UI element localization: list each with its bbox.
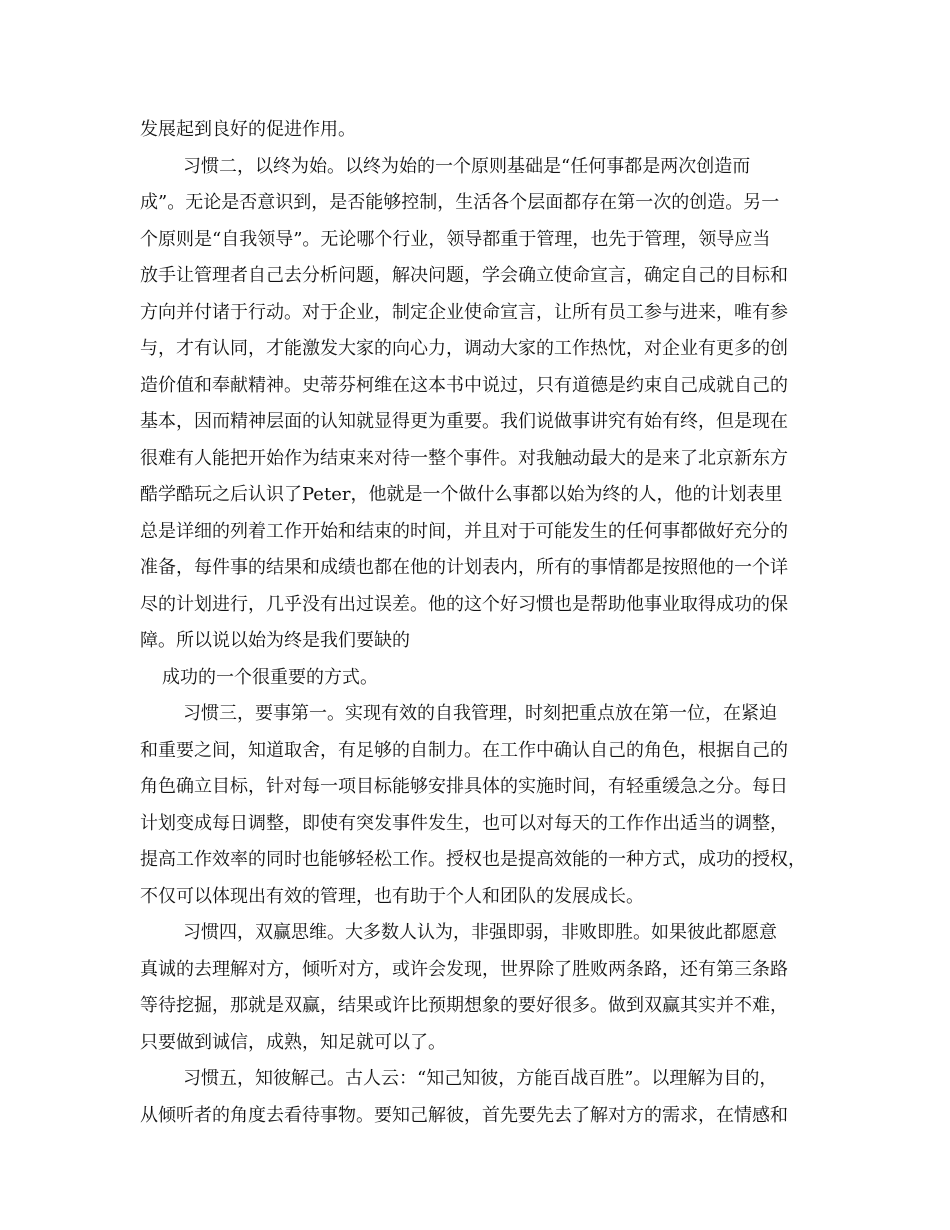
text-line: 造价值和奉献精神。史蒂芬柯维在这本书中说过，只有道德是约束自己成就自己的 (140, 374, 788, 396)
text-line: 不仅可以体现出有效的管理，也有助于个人和团队的发展成长。 (140, 885, 644, 907)
paragraph-start-habit-5: 习惯五，知彼解己。古人云：“知己知彼，方能百战百胜”。以理解为目的， (183, 1068, 778, 1089)
text-line: 放手让管理者自己去分析问题，解决问题，学会确立使命宣言，确定自己的目标和 (140, 265, 788, 286)
text-line: 成”。无论是否意识到，是否能够控制，生活各个层面都存在第一次的创造。另一 (140, 192, 780, 213)
text-line: 成功的一个很重要的方式。 (162, 666, 378, 688)
text-line: 等待挖掘，那就是双赢，结果或许比预期想象的要好很多。做到双赢其实并不难， (140, 995, 788, 1016)
text-line: 很难有人能把开始作为结束来对待一整个事件。对我触动最大的是来了北京新东方 (140, 447, 788, 469)
text-line: 计划变成每日调整，即使有突发事件发生，也可以对每天的工作作出适当的调整， (140, 812, 788, 834)
text-line: 酷学酷玩之后认识了Peter，他就是一个做什么事都以始为终的人，他的计划表里 (140, 484, 783, 505)
text-line: 与，才有认同，才能激发大家的向心力，调动大家的工作热忱，对企业有更多的创 (140, 338, 788, 359)
text-line: 和重要之间，知道取舍，有足够的自制力。在工作中确认自己的角色，根据自己的 (140, 739, 788, 761)
text-line: 障。所以说以始为终是我们要缺的 (140, 630, 410, 651)
text-line: 总是详细的列着工作开始和结束的时间，并且对于可能发生的任何事都做好充分的 (140, 520, 788, 542)
body-text (140, 112, 830, 1134)
text-line: 个原则是“自我领导”。无论哪个行业，领导都重于管理，也先于管理，领导应当 (140, 228, 771, 250)
text-line: 准备，每件事的结果和成绩也都在他的计划表内，所有的事情都是按照他的一个详 (140, 557, 788, 578)
paragraph-start-habit-2: 习惯二，以终为始。以终为始的一个原则基础是“任何事都是两次创造而 (183, 155, 751, 177)
text-line: 基本，因而精神层面的认知就显得更为重要。我们说做事讲究有始有终，但是现在 (140, 411, 788, 432)
paragraph-start-habit-3: 习惯三，要事第一。实现有效的自我管理，时刻把重点放在第一位，在紧迫 (183, 703, 777, 724)
text-line: 尽的计划进行，几乎没有出过误差。他的这个好习惯也是帮助他事业取得成功的保 (140, 593, 788, 615)
paragraph-start-habit-4: 习惯四，双赢思维。大多数人认为，非强即弱，非败即胜。如果彼此都愿意 (183, 922, 777, 943)
text-line: 只要做到诚信，成熟，知足就可以了。 (140, 1031, 446, 1053)
text-line: 方向并付诸于行动。对于企业，制定企业使命宣言，让所有员工参与进来，唯有参 (140, 301, 788, 323)
text-line: 提高工作效率的同时也能够轻松工作。授权也是提高效能的一种方式，成功的授权， (140, 849, 806, 870)
text-line: 发展起到良好的促进作用。 (140, 119, 356, 140)
text-line: 角色确立目标，针对每一项目标能够安排具体的实施时间，有轻重缓急之分。每日 (140, 776, 788, 797)
text-line: 真诚的去理解对方，倾听对方，或许会发现，世界除了胜败两条路，还有第三条路 (140, 958, 788, 980)
text-line: 从倾听者的角度去看待事物。要知己解彼，首先要先去了解对方的需求，在情感和 (140, 1104, 788, 1126)
